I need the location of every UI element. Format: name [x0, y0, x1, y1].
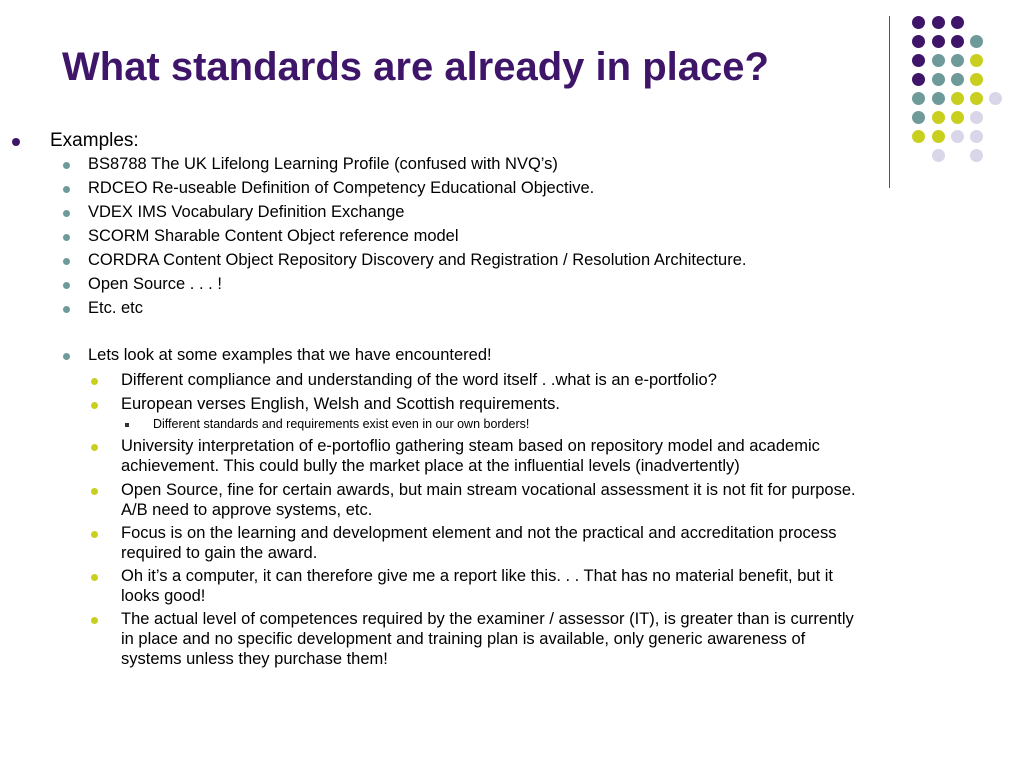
bullet-square [125, 423, 129, 427]
list-item: Open Source . . . ! [88, 275, 222, 293]
dot [970, 130, 983, 143]
list-item: Focus is on the learning and development element and not the practical and accreditation process [121, 524, 837, 542]
slide-title: What standards are already in place? [62, 45, 769, 89]
dot [912, 111, 925, 124]
dot [951, 111, 964, 124]
bullet-teal [63, 234, 70, 241]
dot [951, 73, 964, 86]
bullet-yellow [91, 531, 98, 538]
dot [970, 111, 983, 124]
list-item: CORDRA Content Object Repository Discovery and Registration / Resolution Architecture. [88, 251, 747, 269]
list-item: The actual level of competences required by the examiner / assessor (IT), is greater than is currently [121, 610, 854, 628]
list-item-continued: looks good! [121, 587, 206, 605]
dot [951, 16, 964, 29]
list-item: Lets look at some examples that we have encountered! [88, 346, 492, 364]
list-item: VDEX IMS Vocabulary Definition Exchange [88, 203, 405, 221]
dot [932, 73, 945, 86]
dot [970, 149, 983, 162]
list-item-examples: Examples: [50, 130, 139, 151]
dot [932, 16, 945, 29]
bullet-teal [63, 353, 70, 360]
dot [932, 111, 945, 124]
dot [970, 73, 983, 86]
list-item-continued: systems unless they purchase them! [121, 650, 388, 668]
list-item: Different standards and requirements exist even in our own borders! [153, 417, 530, 431]
list-item: Etc. etc [88, 299, 144, 317]
bullet-teal [63, 306, 70, 313]
list-item: University interpretation of e-portoflio gathering steam based on repository model and academic [121, 437, 820, 455]
list-item: Different compliance and understanding of the word itself . .what is an e-portfolio? [121, 371, 717, 389]
bullet-teal [63, 162, 70, 169]
bullet-teal [63, 258, 70, 265]
dot [912, 73, 925, 86]
dot [932, 92, 945, 105]
dot [951, 35, 964, 48]
dot [932, 149, 945, 162]
bullet-yellow [91, 378, 98, 385]
dot [951, 130, 964, 143]
bullet-teal [63, 282, 70, 289]
dot [912, 130, 925, 143]
dot [970, 35, 983, 48]
dot [951, 92, 964, 105]
bullet-yellow [91, 617, 98, 624]
list-item-continued: required to gain the award. [121, 544, 318, 562]
bullet-teal [63, 186, 70, 193]
dot [912, 92, 925, 105]
list-item-continued: in place and no specific development and training plan is available, only generic awareness of [121, 630, 806, 648]
dot [912, 16, 925, 29]
bullet-yellow [91, 444, 98, 451]
dot [951, 54, 964, 67]
dot [970, 54, 983, 67]
list-item: SCORM Sharable Content Object reference model [88, 227, 459, 245]
dot [912, 35, 925, 48]
bullet-yellow [91, 488, 98, 495]
dot [912, 54, 925, 67]
dot [932, 130, 945, 143]
list-item: BS8788 The UK Lifelong Learning Profile (confused with NVQ’s) [88, 155, 558, 173]
list-item-continued: A/B need to approve systems, etc. [121, 501, 373, 519]
list-item: Open Source, fine for certain awards, but main stream vocational assessment it is not fit for purpose. [121, 481, 856, 499]
list-item: RDCEO Re-useable Definition of Competency Educational Objective. [88, 179, 595, 197]
divider-line [889, 16, 890, 188]
list-item: European verses English, Welsh and Scottish requirements. [121, 395, 561, 413]
dot [970, 92, 983, 105]
list-item-continued: achievement. This could bully the market place at the influential levels (inadvertently) [121, 457, 740, 475]
bullet-yellow [91, 574, 98, 581]
bullet-teal [63, 210, 70, 217]
list-item: Oh it’s a computer, it can therefore give me a report like this. . . That has no material benefit, but it [121, 567, 833, 585]
dot [989, 92, 1002, 105]
bullet-purple [12, 138, 20, 146]
bullet-yellow [91, 402, 98, 409]
dot [932, 35, 945, 48]
dot [932, 54, 945, 67]
